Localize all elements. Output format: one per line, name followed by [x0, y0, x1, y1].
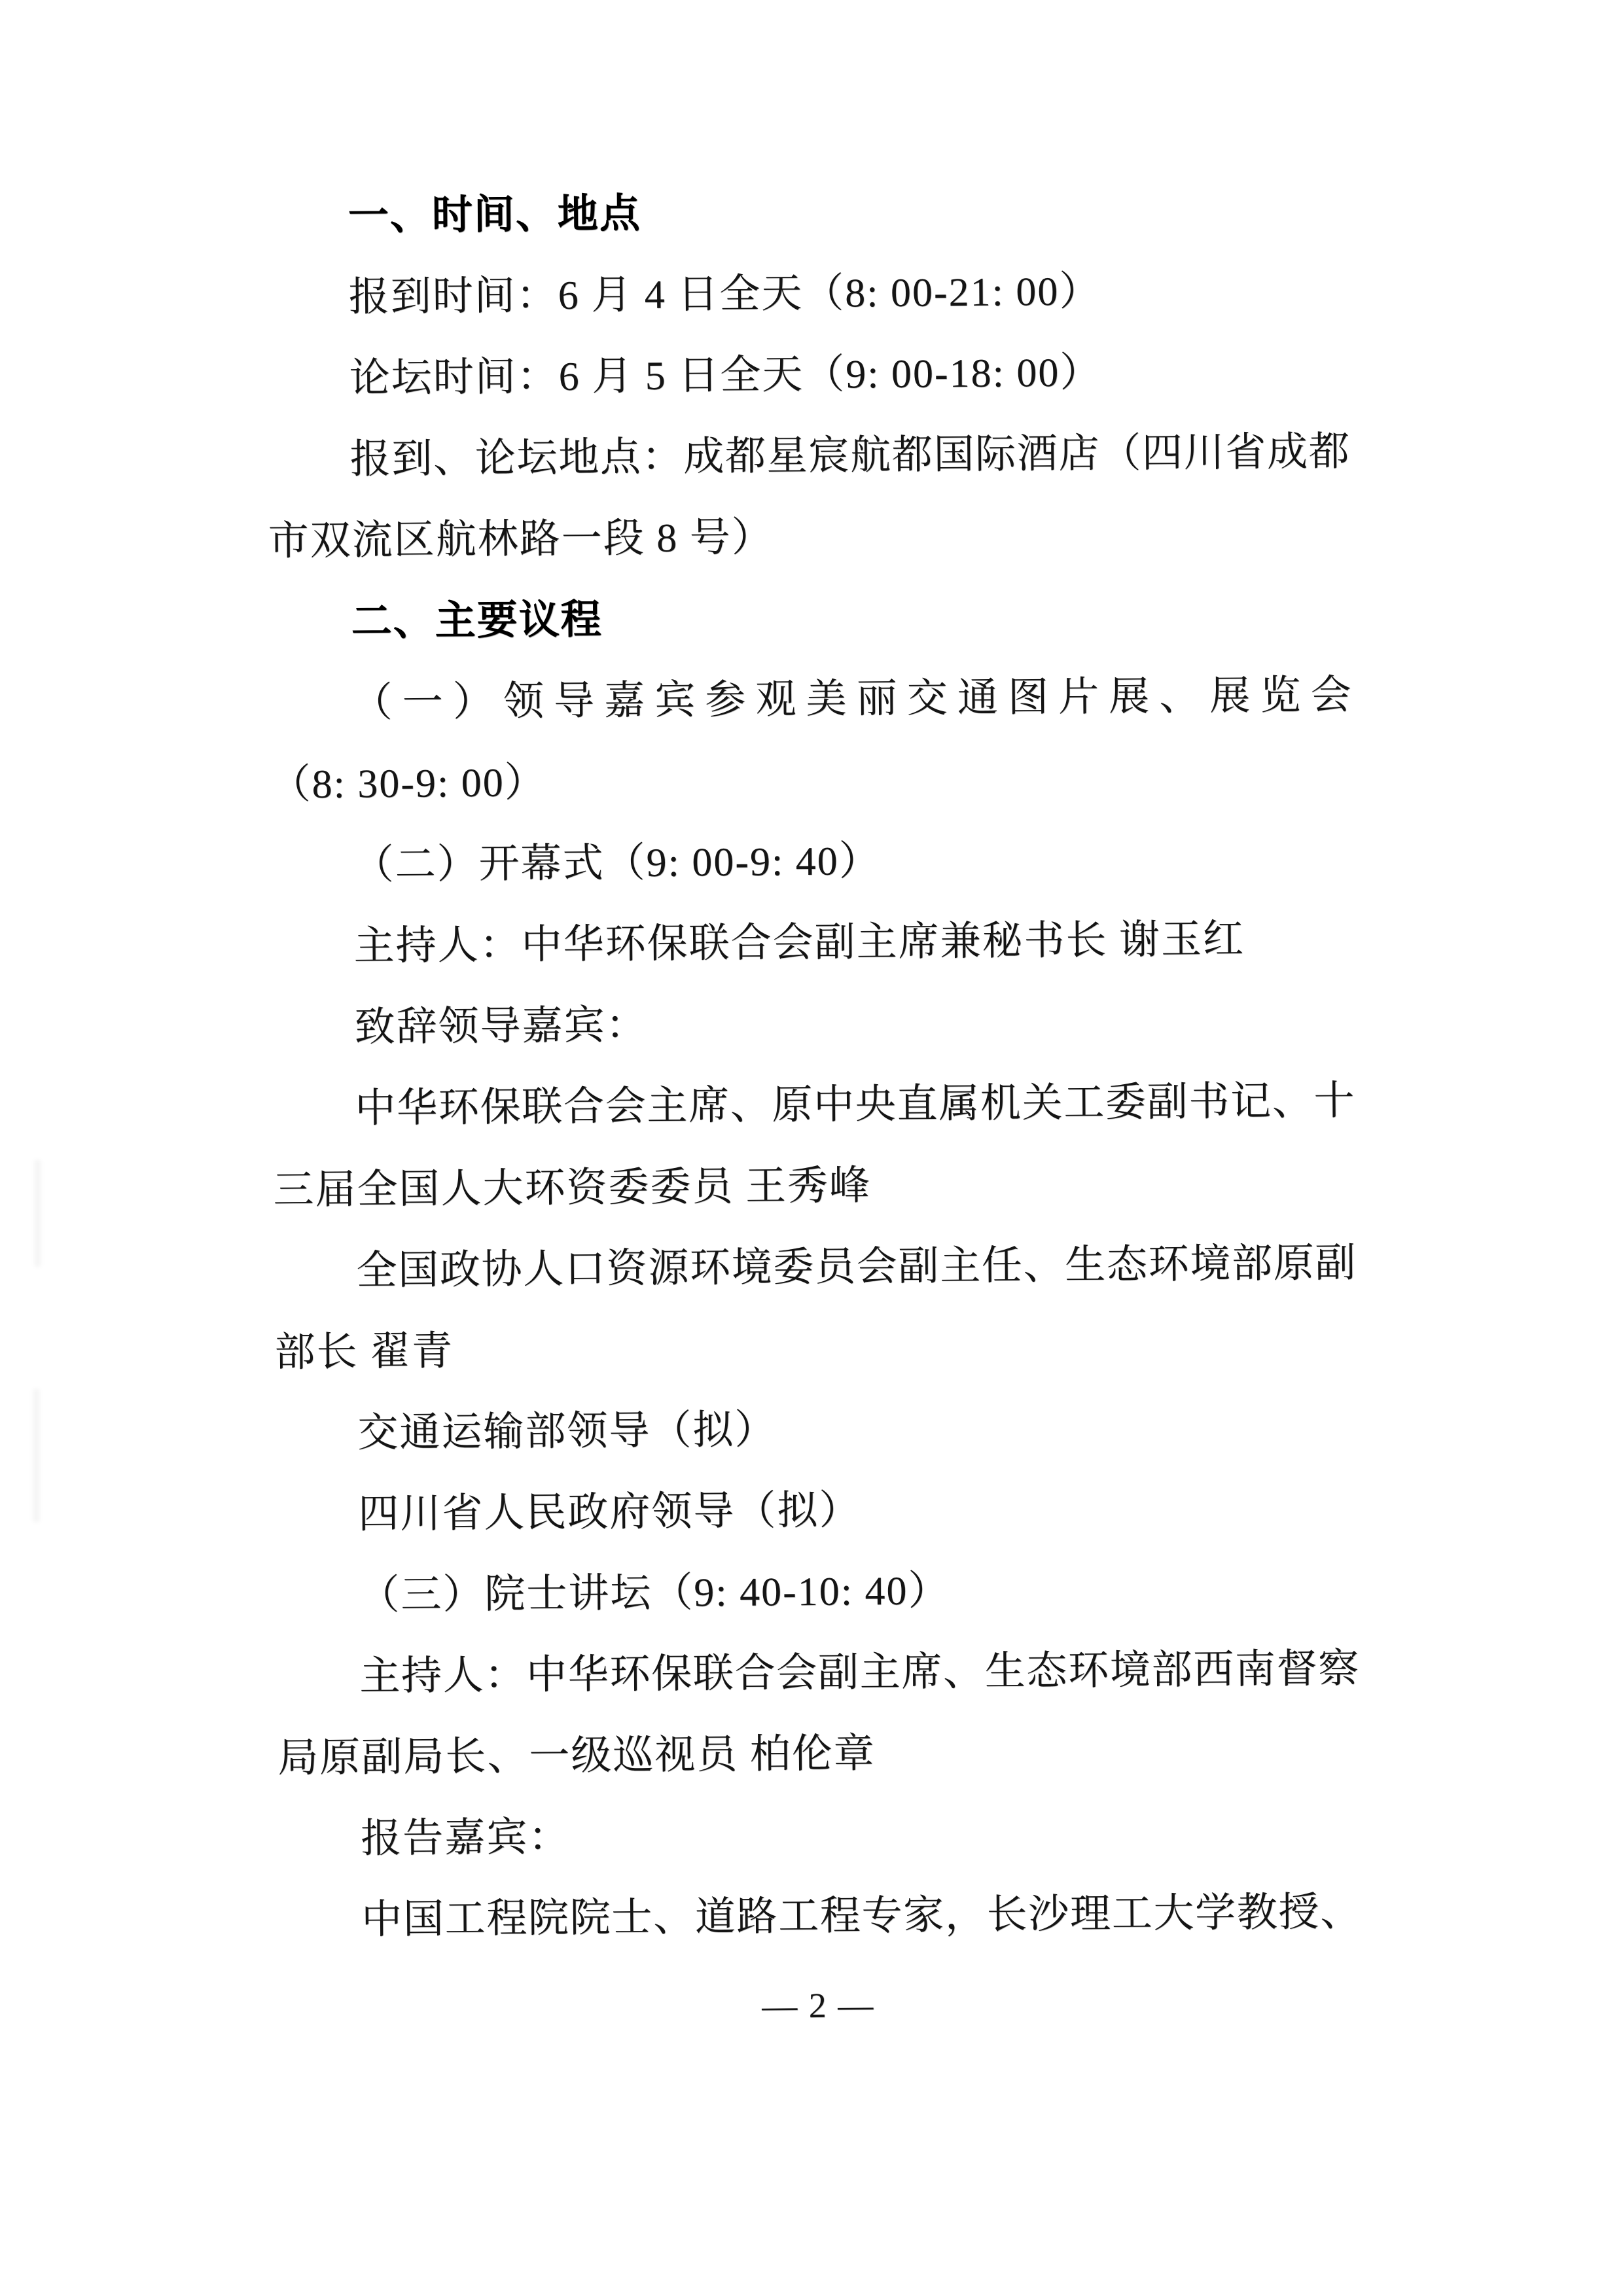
line-sichuan-gov-leader: 四川省人民政府领导（拟） — [358, 1488, 861, 1537]
line-checkin-time: 报到时间：6 月 4 日全天（8: 00-21: 00） — [348, 269, 1101, 320]
line-mot-leader: 交通运输部领导（拟） — [357, 1407, 777, 1456]
line-speech-guests-label: 致辞领导嘉宾： — [354, 1002, 648, 1050]
line-forum-time: 论坛时间：6 月 5 日全天（9: 00-18: 00） — [349, 350, 1102, 401]
line-agenda-item-2: （二）开幕式（9: 00-9: 40） — [353, 839, 881, 888]
line-forum-host-part-2: 局原副局长、一级巡视员 柏伦章 — [277, 1731, 876, 1781]
section-two-heading: 二、主要议程 — [351, 597, 603, 645]
section-one-heading: 一、时间、地点 — [348, 192, 642, 239]
page-number: — 2 — — [762, 1985, 875, 2026]
line-guest-zhai-part-1: 全国政协人口资源环境委员会副主任、生态环境部原副 — [356, 1241, 1356, 1294]
line-guest-wang-part-2: 三届全国人大环资委委员 王秀峰 — [273, 1163, 872, 1213]
line-guest-wang-part-1: 中华环保联合会主席、原中央直属机关工委副书记、十 — [355, 1078, 1355, 1131]
document-content — [265, 168, 1361, 1962]
line-report-guests-label: 报告嘉宾： — [361, 1814, 571, 1862]
line-forum-host-part-1: 主持人：中华环保联合会副主席、生态环境部西南督察 — [359, 1646, 1359, 1699]
line-academician-intro: 中国工程院院士、道路工程专家，长沙理工大学教授、 — [361, 1890, 1361, 1943]
line-agenda-item-1-part-2: （8: 30-9: 00） — [270, 760, 546, 807]
line-venue-part-1: 报到、论坛地点：成都星宸航都国际酒店（四川省成都 — [349, 429, 1349, 482]
line-guest-zhai-part-2: 部长 翟青 — [274, 1329, 454, 1375]
line-venue-part-2: 市双流区航林路一段 8 号） — [268, 515, 774, 564]
line-agenda-item-1-part-1: （一）领导嘉宾参观美丽交通图片展、展览会 — [351, 673, 1351, 726]
line-agenda-item-3: （三）院士讲坛（9: 40-10: 40） — [359, 1568, 950, 1618]
line-opening-host: 主持人：中华环保联合会副主席兼秘书长 谢玉红 — [353, 917, 1245, 969]
